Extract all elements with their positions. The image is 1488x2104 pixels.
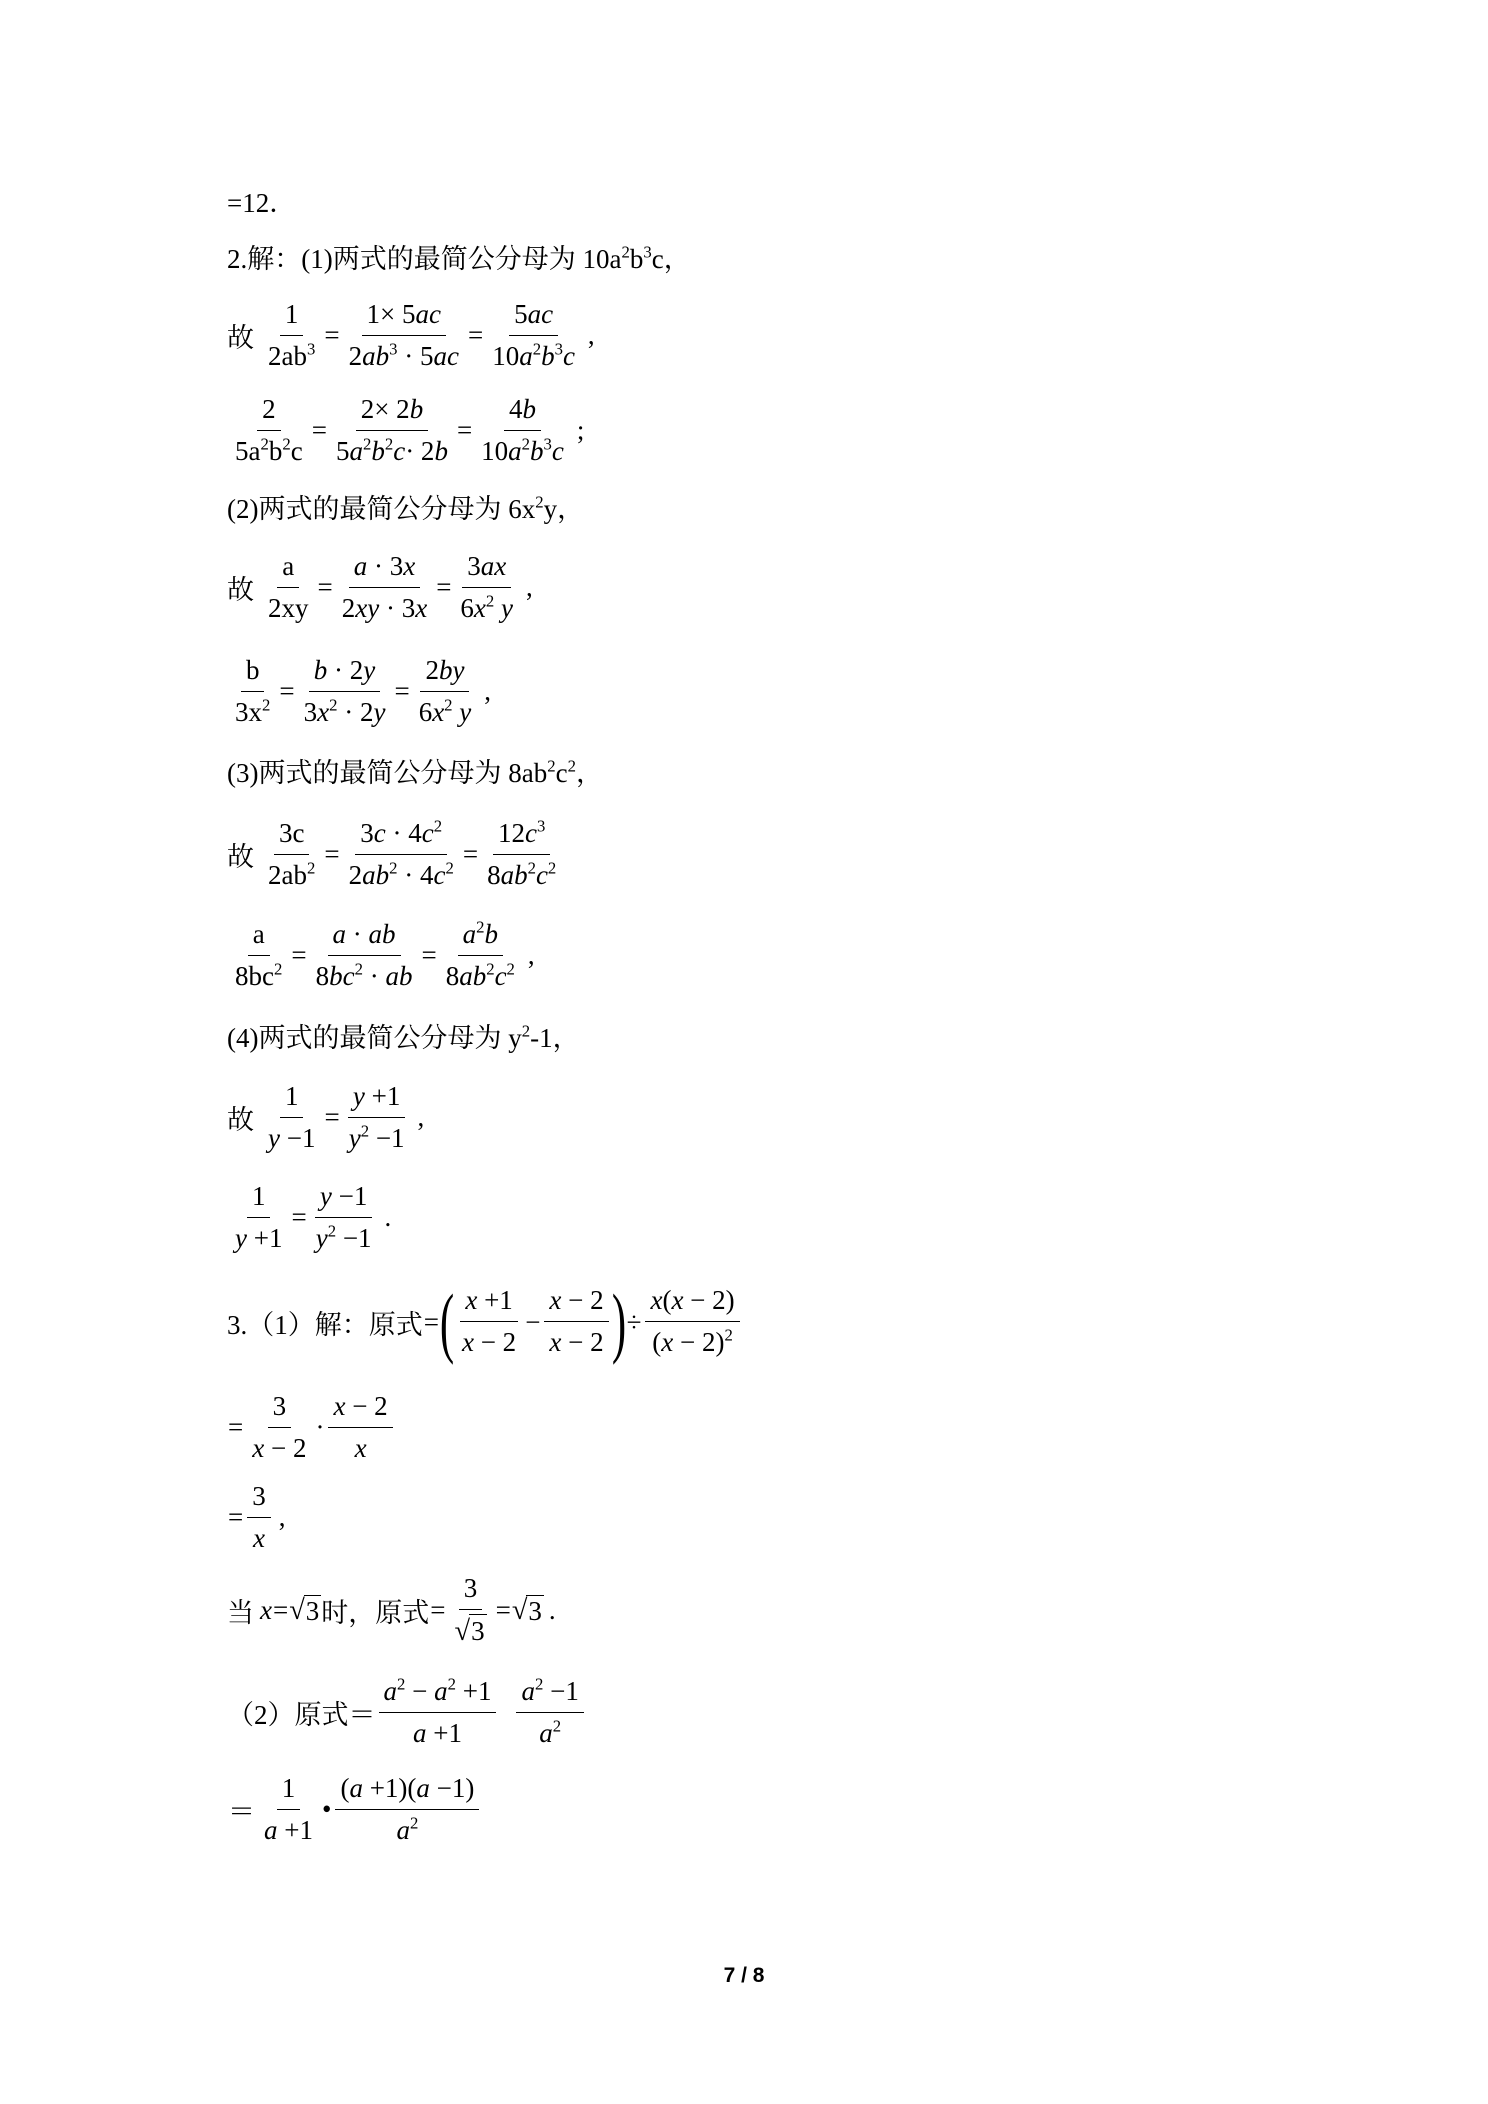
- formula-3-1-start: 3.（1）解：原式 = ( $\frac{x +1}{x - 2}$ − $\frac{x - 2}{x - 2}$ ) ÷ $\frac{x(x - 2)}{(x - 2)^2}$: [227, 1283, 743, 1361]
- section2-heading: 2.解：(1)两式的最简公分母为 $10a^2b^3c$，: [227, 242, 691, 274]
- formula-3-1-step: = $\frac{3}{x - 2}$ · $\frac{x - 2}{x}$: [227, 1390, 396, 1466]
- formula-2-1a: 故 $\frac{1}{2ab^3}$ = $\frac{1\times 5ac}{2ab^3 \cdot 5ac}$ = $\frac{5ac}{10a^2b^3c}$ ,: [227, 299, 595, 371]
- page-number: 7 / 8: [723, 1964, 765, 1987]
- result-line: =12．: [227, 188, 297, 218]
- formula-2-4a: 故 $\frac{1}{y -1}$ = $\frac{y +1}{y^2 -1}$ ,: [227, 1081, 425, 1153]
- formula-3-2-start: （2）原式＝ $\frac{a^2 - a^2 +1}{a +1}$ $\frac{a^2 -1}{a^2}$: [227, 1675, 587, 1751]
- part3-heading: (3)两式的最简公分母为 $8ab^2c^2$，: [227, 756, 603, 788]
- part2-heading: (2)两式的最简公分母为 $6x^2y$，: [227, 492, 585, 524]
- formula-2-2a: 故 $\frac{a}{2xy}$ = $\frac{a \cdot 3x}{2xy \cdot 3x}$ = $\frac{3ax}{6x^2 y}$ ,: [227, 551, 533, 623]
- formula-2-1b: $\frac{2}{5a^2b^2c}$ = $\frac{2\times 2b}{5a^2b^2c\cdot 2b}$ = $\frac{4b}{10a^2b^3c}$ ;: [235, 394, 585, 466]
- formula-3-1-evaluate: 当 x = √ 3 时，原式 = 3 √ 3 = √ 3 .: [227, 1573, 556, 1647]
- formula-2-2b: $\frac{b}{3x^2}$ = $\frac{b \cdot 2y}{3x^2 \cdot 2y}$ = $\frac{2by}{6x^2 y}$ ,: [235, 655, 492, 727]
- formula-2-3a: 故 $\frac{3c}{2ab^2}$ = $\frac{3c \cdot 4c^2}{2ab^2 \cdot 4c^2}$ = $\frac{12c^3}{8ab^2c^2}$: [227, 816, 557, 890]
- formula-2-4b: $\frac{1}{y +1}$ = $\frac{y -1}{y^2 -1}$ .: [235, 1181, 392, 1253]
- formula-2-3b: $\frac{a}{8bc^2}$ = $\frac{a \cdot ab}{8bc^2 \cdot ab}$ = $\frac{a^2b}{8ab^2c^2}$ ,: [235, 917, 535, 991]
- formula-3-2-step: ＝ $\frac{1}{a +1}$ • $\frac{(a +1)(a -1)}{a^2}$: [227, 1772, 482, 1848]
- part4-heading: (4)两式的最简公分母为 $y^2-1$，: [227, 1021, 580, 1053]
- formula-3-1-result: = $\frac{3}{x}$ ,: [228, 1481, 286, 1553]
